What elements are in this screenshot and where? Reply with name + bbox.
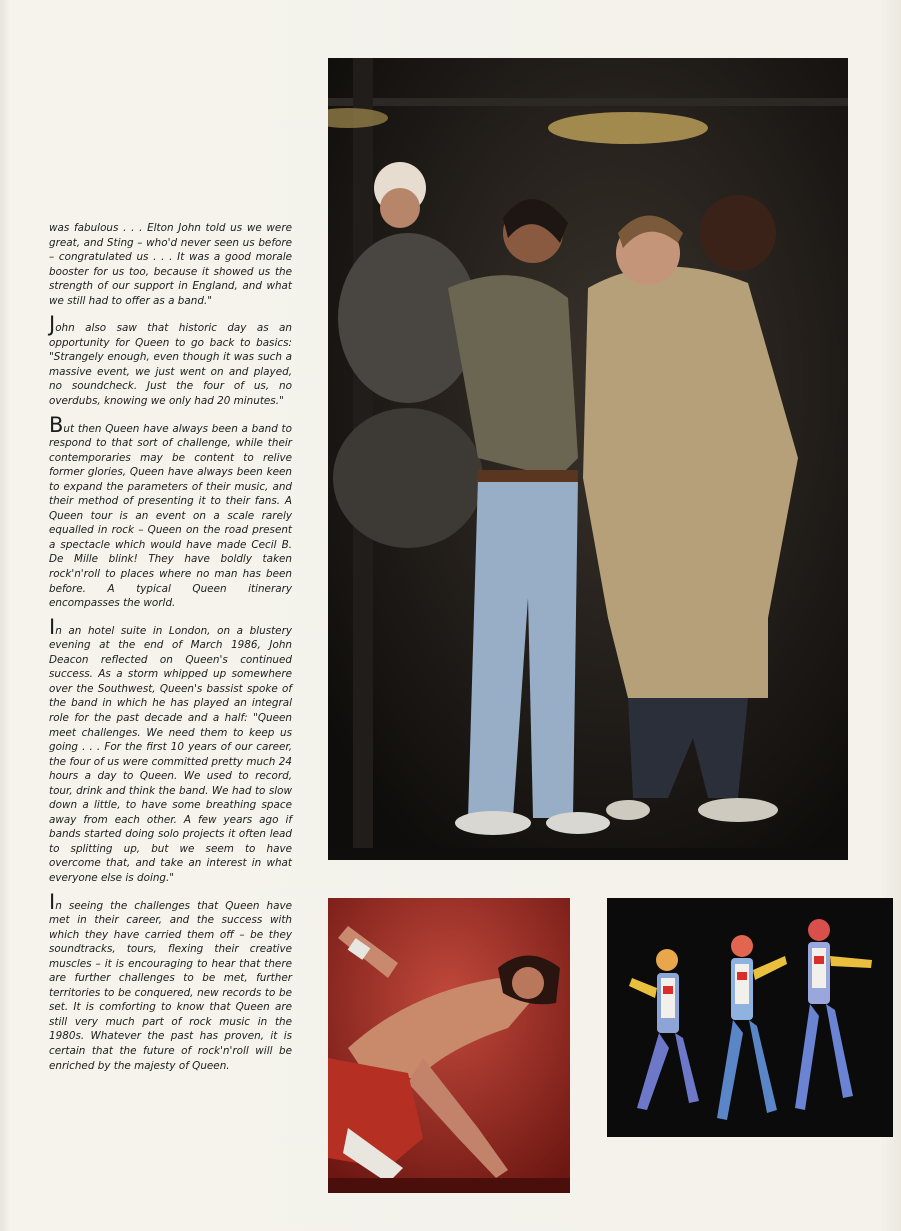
animated-dancers-illustration bbox=[607, 898, 893, 1137]
paragraph-text: n seeing the challenges that Queen have met in their career, and the success with which they have carried them off – be they soundtracks, tours, flexing their creative muscles – it is encouraging to hear that there are further challenges to be met, further territories to be conquered, new records to be set. It is comforting to know that Queen are still very much part of rock music in the 1980s. Whatever the past has proven, it is certain that the future of rock'n'roll will be enriched by the majesty of Queen. bbox=[49, 899, 292, 1072]
article-paragraph-1 bbox=[49, 219, 292, 308]
drop-cap: J bbox=[49, 312, 56, 337]
paragraph-text: ut then Queen have always been a band to respond to that sort of challenge, while their contemporaries may be content to relive former glories, Queen have always been keen to expand the parameters of their music, and their method of presenting it to their fans. A Queen tour is an event on a scale rarely equalled in rock – Queen on the road present a spectacle which would have made Cecil B. De Mille blink! They have boldly taken rock'n'roll to places where no man has been before. A typical Queen itinerary encompasses the world. bbox=[49, 422, 292, 610]
animated-dancers-photo bbox=[607, 898, 893, 1137]
drop-cap: I bbox=[49, 889, 56, 914]
singer-photo-illustration bbox=[328, 898, 570, 1193]
article-paragraph-2 bbox=[49, 312, 292, 408]
stage-photo-illustration bbox=[328, 58, 848, 860]
paragraph-text: n an hotel suite in London, on a blustery evening at the end of March 1986, John Deacon reflected on Queen's continued success. As a storm whipped up somewhere over the Southwest, Queen's bassist spoke of the band in which he has played an integral role for the past decade and a half: "Queen meet challenges. We need them to keep us going . . . For the first 10 years of our career, the four of us were committed pretty much 24 hours a day to Queen. We used to record, tour, drink and think the band. We had to slow down a little, to have some breathing space away from each other. A few years ago if bands started doing solo projects it often lead to splitting up, but we seem to have overcome that, and take an interest in what everyone else is doing." bbox=[49, 624, 292, 884]
article-paragraph-5 bbox=[49, 889, 292, 1074]
drop-cap: I bbox=[49, 614, 56, 639]
article-text-column bbox=[49, 219, 292, 1084]
paragraph-text: ohn also saw that historic day as an opportunity for Queen to go back to basics: "Strangely enough, even though it was such a massive event, we just went on and played, no soundcheck. Just the four of us, no overdubs, knowing we only had 20 minutes." bbox=[49, 322, 292, 408]
article-paragraph-4 bbox=[49, 614, 292, 886]
paragraph-text: was fabulous . . . Elton John told us we were great, and Sting – who'd never seen us before – congratulated us . . . It was a good morale booster for us too, because it showed us the strength of our support in England, and what we still had to offer as a band." bbox=[49, 222, 292, 307]
article-paragraph-3 bbox=[49, 412, 292, 611]
singer-photo bbox=[328, 898, 570, 1193]
stage-photo bbox=[328, 58, 848, 860]
drop-cap: B bbox=[49, 412, 64, 437]
